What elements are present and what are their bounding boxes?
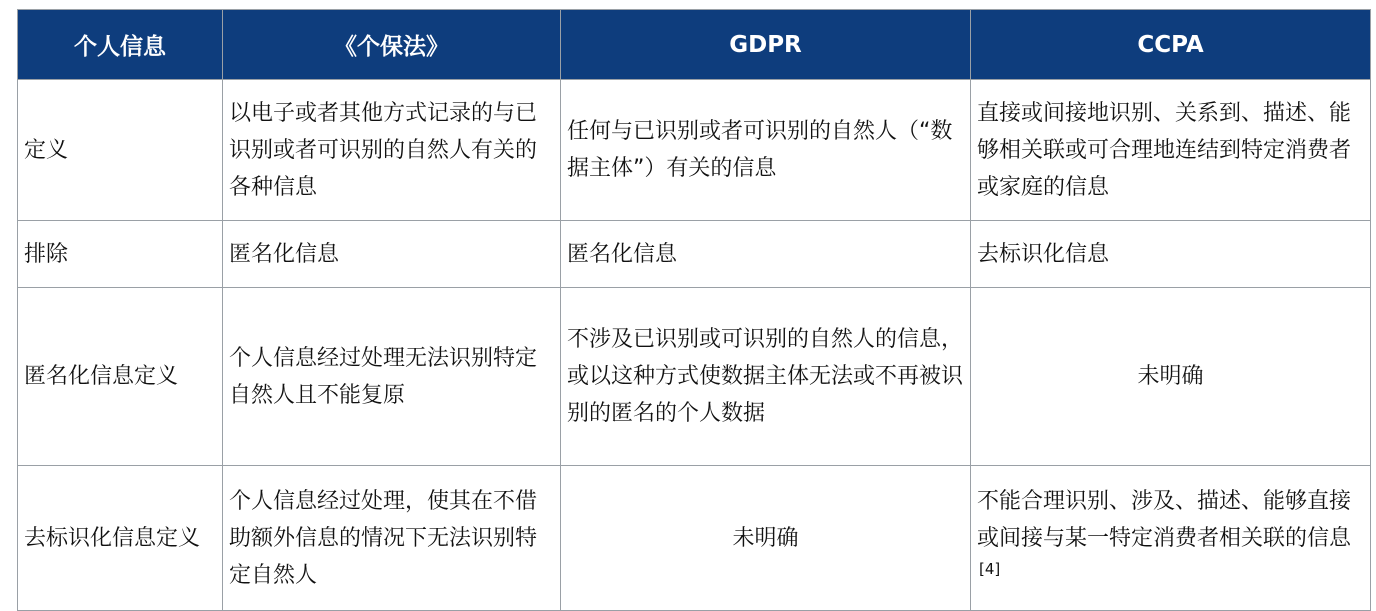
row-label-exclusion: 排除 <box>18 221 223 288</box>
comparison-table-container <box>17 9 1371 611</box>
table-row <box>18 80 1371 221</box>
cell-pipl-deidentified: 个人信息经过处理，使其在不借助额外信息的情况下无法识别特定自然人 <box>223 466 561 611</box>
table-row <box>18 466 1371 611</box>
cell-gdpr-anonymized: 不涉及已识别或可识别的自然人的信息，或以这种方式使数据主体无法或不再被识别的匿名的个人数据 <box>561 288 971 466</box>
cell-ccpa-deidentified-text: 不能合理识别、涉及、描述、能够直接或间接与某一特定消费者相关联的信息 <box>977 488 1352 551</box>
cell-gdpr-exclusion: 匿名化信息 <box>561 221 971 288</box>
cell-gdpr-deidentified: 未明确 <box>561 466 971 611</box>
table-row <box>18 288 1371 466</box>
row-label-deidentified-definition: 去标识化信息定义 <box>18 466 223 611</box>
cell-ccpa-deidentified <box>971 466 1371 611</box>
cell-pipl-anonymized: 个人信息经过处理无法识别特定自然人且不能复原 <box>223 288 561 466</box>
cell-gdpr-definition: 任何与已识别或者可识别的自然人（“数据主体”）有关的信息 <box>561 80 971 221</box>
row-label-definition: 定义 <box>18 80 223 221</box>
personal-info-comparison-table <box>17 9 1371 611</box>
table-row <box>18 221 1371 288</box>
row-label-anonymized-definition: 匿名化信息定义 <box>18 288 223 466</box>
cell-ccpa-anonymized: 未明确 <box>971 288 1371 466</box>
cell-pipl-exclusion: 匿名化信息 <box>223 221 561 288</box>
header-ccpa: CCPA <box>971 10 1371 80</box>
cell-pipl-definition: 以电子或者其他方式记录的与已识别或者可识别的自然人有关的各种信息 <box>223 80 561 221</box>
header-pipl: 《个保法》 <box>223 10 561 80</box>
citation-link[interactable]: [4] <box>979 559 1001 578</box>
cell-ccpa-exclusion: 去标识化信息 <box>971 221 1371 288</box>
header-personal-info: 个人信息 <box>18 10 223 80</box>
table-header-row <box>18 10 1371 80</box>
cell-ccpa-definition: 直接或间接地识别、关系到、描述、能够相关联或可合理地连结到特定消费者或家庭的信息 <box>971 80 1371 221</box>
header-gdpr: GDPR <box>561 10 971 80</box>
